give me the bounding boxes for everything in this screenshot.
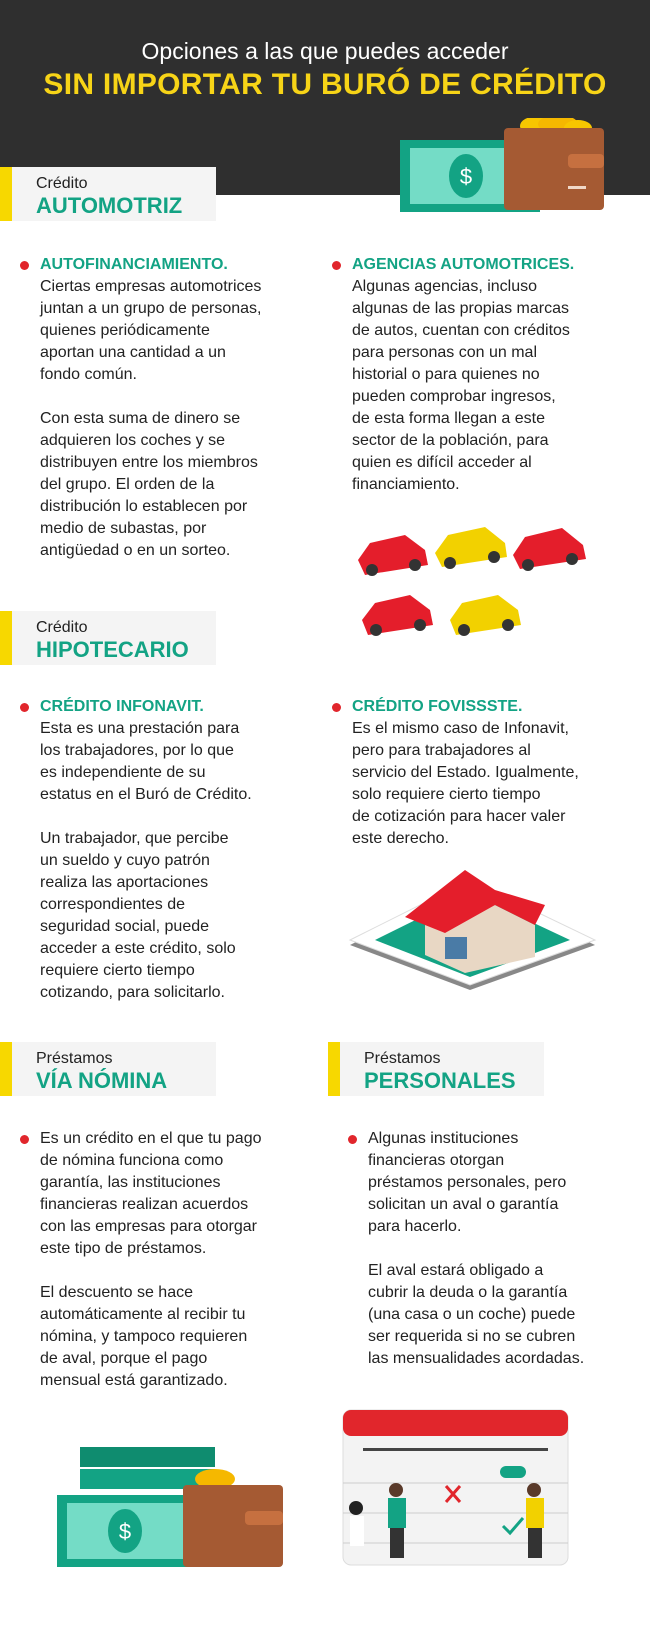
item-fovissste [352,696,622,850]
label-small: Préstamos [364,1050,441,1067]
car-icon [362,595,433,636]
header-subtitle: Opciones a las que puedes acceder [141,38,509,64]
item-title: CRÉDITO INFONAVIT. [40,698,204,715]
item-text: Algunas instituciones financieras otorgan préstamos personales, pero solicitan un aval o garantía para hacerlo. [368,1130,567,1235]
car-icon [435,527,507,569]
item-text: Con esta suma de dinero se adquieren los coches y se distribuyen entre los miembros del grupo. El orden de la distribución lo establecen por medio de subastas, por antigüedad o en un sorteo. [40,410,258,559]
item-title: AUTOFINANCIAMIENTO. [40,256,228,273]
dollar-sign: $ [118,1519,132,1544]
section-label-personales [328,1042,544,1096]
section-label-via-nomina [0,1042,216,1096]
label-big: VÍA NÓMINA [36,1068,168,1093]
label-big: HIPOTECARIO [36,637,189,662]
section-label-automotriz [0,167,216,221]
item-text: Es el mismo caso de Infonavit, pero para trabajadores al servicio del Estado. Igualmente, solo requiere cierto tiempo de cotización para hacer valer este derecho. [352,720,579,847]
label-small: Crédito [36,619,88,636]
item-text: Un trabajador, que percibe un sueldo y cuyo patrón realiza las aportaciones correspondientes de seguridad social, puede acceder a este crédito, solo requiere cierto tiempo cotizando, para solicitarlo. [40,830,236,1001]
item-personales [368,1128,638,1370]
item-autofinanciamiento [40,254,310,562]
bullet-icon [332,261,341,270]
money-stack-wallet-icon [55,1445,285,1570]
label-small: Préstamos [36,1050,113,1067]
car-icon [513,528,586,571]
bullet-icon [20,261,29,270]
item-text: Algunas agencias, incluso algunas de las propias marcas de autos, cuentan con créditos para personas con un mal historial o para quienes no pueden comprobar ingresos, de esta forma llegan a este sector de la población, para quien es difícil acceder al financiamiento. [352,278,570,493]
section-label-hipotecario [0,611,216,665]
header-title: SIN IMPORTAR TU BURÓ DE CRÉDITO [43,68,607,101]
item-text: El aval estará obligado a cubrir la deuda o la garantía (una casa o un coche) puede ser requerida si no se cubren las mensualidades acordadas. [368,1262,585,1367]
item-title: AGENCIAS AUTOMOTRICES. [352,256,575,273]
bullet-icon [332,703,341,712]
item-via-nomina [40,1128,310,1392]
bullet-icon [20,1135,29,1144]
bullet-icon [348,1135,357,1144]
calendar-icon [338,1408,573,1568]
bullet-icon [20,703,29,712]
label-big: AUTOMOTRIZ [36,193,183,218]
car-icon [358,535,428,576]
house-icon [345,865,600,995]
item-infonavit [40,696,310,1004]
item-text: Esta es una prestación para los trabajadores, por lo que es independiente de su estatus en el Buró de Crédito. [40,720,252,803]
item-title: CRÉDITO FOVISSSTE. [352,698,523,715]
label-small: Crédito [36,175,88,192]
dollar-sign: $ [459,164,473,189]
cars-illustration [350,515,600,650]
item-agencias [352,254,622,496]
item-text: Es un crédito en el que tu pago de nómina funciona como garantía, las instituciones financieras realizan acuerdos con las empresas para otorgar este tipo de préstamos. [40,1130,262,1257]
wallet-money-icon [398,118,608,218]
label-big: PERSONALES [364,1068,516,1093]
car-icon [450,595,521,636]
item-text: Ciertas empresas automotrices juntan a un grupo de personas, quienes periódicamente aportan una cantidad a un fondo común. [40,278,262,383]
item-text: El descuento se hace automáticamente al recibir tu nómina, y tampoco requieren de aval, porque el pago mensual está garantizado. [40,1284,248,1389]
